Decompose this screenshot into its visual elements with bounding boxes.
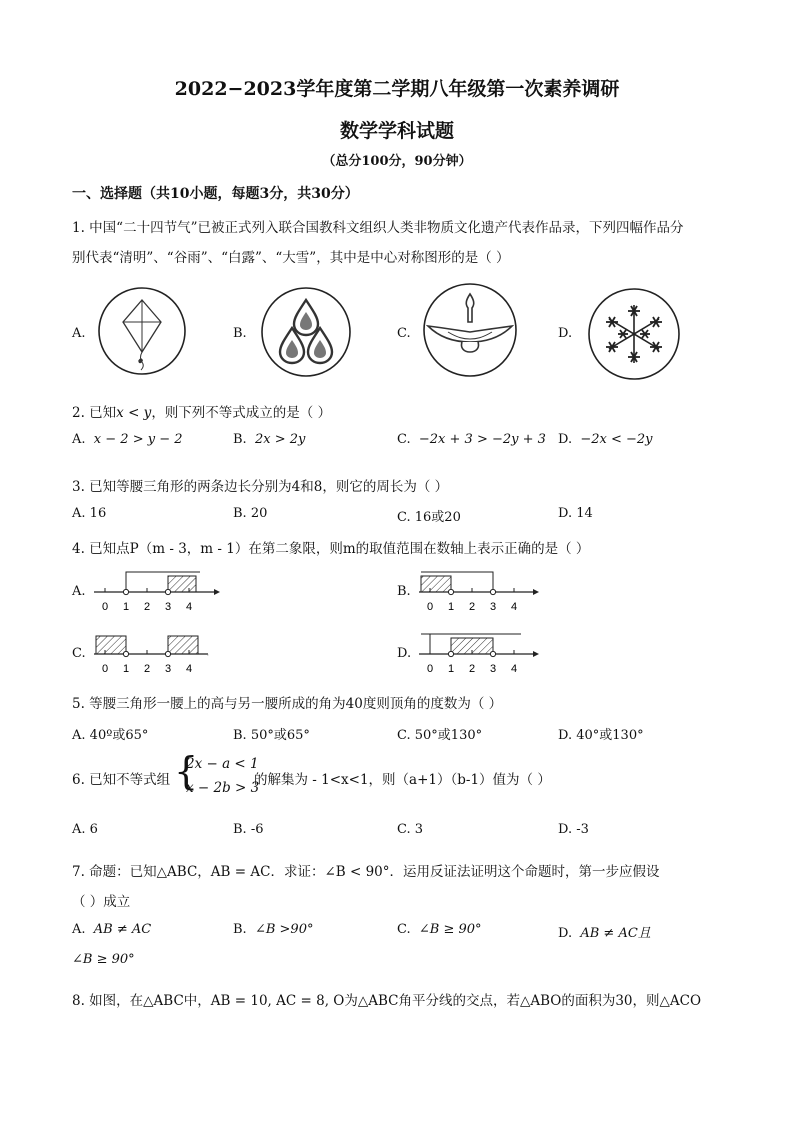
q3-option-b	[233, 506, 267, 521]
tick-label: 2	[143, 601, 151, 613]
q7-option-b	[233, 922, 313, 937]
option-label: A.	[72, 822, 86, 837]
q6-brace: {	[174, 749, 199, 793]
q1-label-a: A.	[72, 326, 86, 341]
option-text: AB ≠ AC	[93, 922, 152, 937]
tick-label: 1	[447, 601, 455, 613]
q7-option-a	[72, 922, 151, 937]
q7-option-d	[558, 922, 651, 941]
exam-title: 2022−2023学年度第二学期八年级第一次素养调研	[174, 78, 620, 100]
number-line-d	[417, 630, 547, 678]
q6-option-b	[233, 822, 264, 837]
option-text: 40°或130°	[576, 728, 644, 743]
q2-condition: x < y	[116, 405, 152, 421]
tick-label: 0	[101, 663, 109, 675]
tick-label: 0	[426, 601, 434, 613]
option-text: 40º或65°	[89, 728, 149, 743]
option-text: 20	[250, 506, 268, 521]
tick-label: 0	[426, 663, 434, 675]
exam-subject: 数学学科试题	[339, 120, 454, 142]
q3-option-d	[558, 506, 593, 521]
option-label: C.	[397, 432, 411, 447]
number-line-c	[92, 630, 222, 678]
option-label: B.	[233, 506, 247, 521]
option-text: -6	[250, 822, 264, 837]
option-text: 50°或65°	[250, 728, 310, 743]
q4-label-a: A.	[72, 584, 86, 599]
option-label: D.	[558, 822, 573, 837]
option-label: C.	[397, 922, 411, 937]
q6-option-c	[397, 822, 423, 837]
tick-label: 0	[101, 601, 109, 613]
option-label: C.	[397, 728, 411, 743]
q6-inequality-1: 2x − a < 1	[186, 756, 259, 772]
q6-option-d	[558, 822, 589, 837]
option-label: D.	[558, 506, 573, 521]
option-label: C.	[397, 822, 411, 837]
option-text: x − 2 > y − 2	[93, 432, 183, 447]
q6-inequality-2: x − 2b > 3	[186, 780, 260, 796]
tick-label: 2	[468, 663, 476, 675]
number-line-b	[417, 568, 547, 616]
tick-label: 1	[447, 663, 455, 675]
option-label: B.	[233, 822, 247, 837]
q4-label-b: B.	[397, 584, 411, 599]
option-label: C.	[397, 510, 411, 525]
q6-suffix: 的解集为 - 1<x<1，则（a+1）（b-1）值为（ ）	[254, 772, 551, 788]
tick-label: 1	[122, 601, 130, 613]
three-drops-emblem-figure	[260, 286, 352, 378]
q1-stem-line1: 1. 中国“二十四节气”已被正式列入联合国教科文组织人类非物质文化遗产代表作品录，下列四幅作品分	[72, 220, 684, 236]
section-heading: 一、选择题（共10小题，每题3分，共30分）	[72, 186, 359, 202]
option-text: 14	[576, 506, 593, 521]
q5-option-b	[233, 724, 310, 743]
option-label: A.	[72, 432, 86, 447]
q2-prefix: 2. 已知	[72, 405, 117, 421]
q4-label-d: D.	[397, 646, 412, 661]
number-line-a	[92, 568, 222, 616]
q1-label-c: C.	[397, 326, 411, 341]
q1-label-b: B.	[233, 326, 247, 341]
tick-label: 3	[164, 663, 172, 675]
q5-stem: 5. 等腰三角形一腰上的高与另一腰所成的角为40度则顶角的度数为（ ）	[72, 696, 503, 712]
option-label: D.	[558, 728, 573, 743]
q2-option-c	[397, 432, 546, 447]
q7-option-d-continuation: ∠B ≥ 90°	[72, 952, 135, 967]
option-text: -3	[576, 822, 589, 837]
option-text: 2x > 2y	[254, 432, 306, 447]
option-label: B.	[233, 728, 247, 743]
q2-option-d	[558, 432, 653, 447]
q8-stem-line1: 8. 如图，在△ABC中，AB = 10, AC = 8, O为△ABC角平分线的交点，若△ABO的面积为30，则△ACO	[72, 993, 702, 1009]
tick-label: 4	[185, 663, 193, 675]
option-text: ∠B >90°	[254, 922, 314, 937]
svg-text:·: ·	[206, 649, 210, 661]
option-label: D.	[558, 432, 573, 447]
tick-label: 4	[510, 663, 518, 675]
option-text: 16或20	[414, 510, 461, 525]
q7-stem-line2: （ ）成立	[72, 894, 131, 910]
q2-suffix: ，则下列不等式成立的是（ ）	[151, 405, 332, 421]
option-text: 50°或130°	[414, 728, 483, 743]
q4-label-c: C.	[72, 646, 86, 661]
tick-label: 2	[143, 663, 151, 675]
q6-option-a	[72, 822, 98, 837]
q2-option-b	[233, 432, 305, 447]
snowflake-emblem-figure	[587, 287, 681, 381]
q6-prefix: 6. 已知不等式组	[72, 772, 171, 788]
option-text: 3	[414, 822, 424, 837]
option-text: 16	[89, 506, 107, 521]
q1-label-d: D.	[558, 326, 573, 341]
q4-stem: 4. 已知点P（m - 3，m - 1）在第二象限，则m的取值范围在数轴上表示正确的是（ ）	[72, 541, 590, 557]
q5-option-d	[558, 724, 644, 743]
tick-label: 1	[122, 663, 130, 675]
option-text: −2x < −2y	[580, 432, 653, 447]
q1-stem-line2: 别代表“清明”、“谷雨”、“白露”、“大雪”，其中是中心对称图形的是（ ）	[72, 250, 510, 266]
tick-label: 4	[185, 601, 193, 613]
tick-label: 3	[489, 663, 497, 675]
kite-emblem-figure	[97, 286, 187, 376]
option-label: A.	[72, 506, 86, 521]
tick-label: 2	[468, 601, 476, 613]
q3-option-c	[397, 506, 461, 525]
option-label: A.	[72, 922, 86, 937]
q3-stem: 3. 已知等腰三角形的两条边长分别为4和8，则它的周长为（ ）	[72, 479, 449, 495]
q2-option-a	[72, 432, 183, 447]
option-label: D.	[558, 926, 573, 941]
option-label: B.	[233, 922, 247, 937]
q3-option-a	[72, 506, 106, 521]
option-text: AB ≠ AC且	[580, 926, 651, 941]
q7-stem-line1: 7. 命题：已知△ABC，AB = AC．求证：∠B < 90°．运用反证法证明这个命题时，第一步应假设	[72, 864, 660, 880]
exam-info: （总分100分，90分钟）	[322, 154, 472, 169]
option-label: B.	[233, 432, 247, 447]
q5-option-a	[72, 724, 148, 743]
option-text: ∠B ≥ 90°	[418, 922, 482, 937]
option-text: 6	[89, 822, 98, 837]
option-text: −2x + 3 > −2y + 3	[418, 432, 546, 447]
tick-label: 4	[510, 601, 518, 613]
q2-stem	[72, 401, 331, 421]
q7-option-c	[397, 922, 482, 937]
tick-label: 3	[489, 601, 497, 613]
dew-lamp-emblem-figure	[422, 282, 518, 378]
q5-option-c	[397, 724, 482, 743]
tick-label: 3	[164, 601, 172, 613]
option-label: A.	[72, 728, 86, 743]
